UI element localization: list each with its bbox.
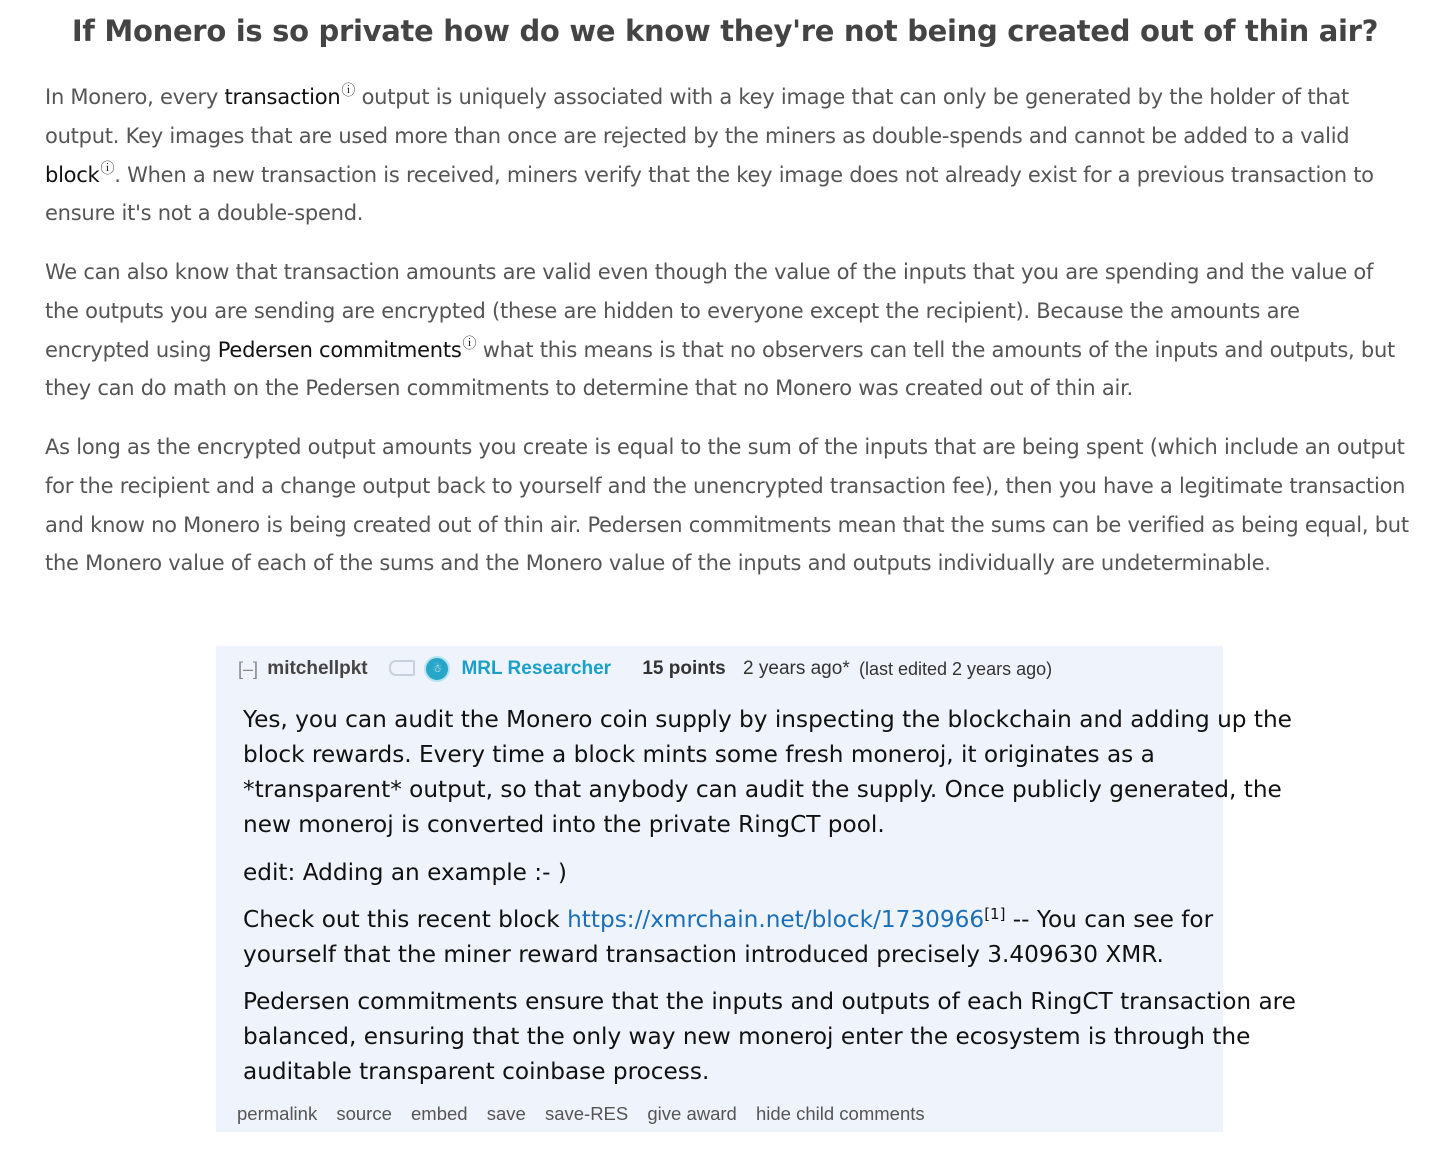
text: what this means is that no observers can tell the amounts of the inputs and outputs, but they can do math on the Pedersen commitments to determine that no Monero was created out of thin air. — [45, 337, 1396, 401]
collapse-button[interactable]: [–] — [238, 659, 259, 679]
text: . When a new transaction is received, miners verify that the key image does not already exist for a previous transaction to ensure it's not a double-spend. — [45, 162, 1374, 226]
text: output is uniquely associated with a key image that can only be generated by the holder of that output. Key images that are used more than once are rejected by the miners as double-spends and cannot be added to a valid — [45, 85, 1350, 148]
author-link[interactable]: mitchellpkt — [267, 658, 368, 679]
line: block rewards. Every time a block mints some fresh moneroj, it originates as a — [243, 741, 1155, 768]
comment-time: 2 years ago* — [743, 658, 850, 679]
line: new moneroj is converted into the private RingCT pool. — [243, 811, 885, 838]
comment-actions — [237, 1103, 939, 1125]
line: balanced, ensuring that the only way new moneroj enter the ecosystem is through the — [243, 1023, 1251, 1050]
text: -- You can see for — [1005, 906, 1214, 933]
comment-paragraph-example — [243, 902, 1233, 972]
save-res-button[interactable]: save-RES — [544, 1103, 629, 1124]
text: Check out this recent block — [243, 906, 568, 933]
comment-score: 15 points — [642, 658, 726, 679]
source-button[interactable]: source — [336, 1103, 392, 1124]
glossary-term-transaction[interactable]: transaction — [224, 85, 341, 109]
comment-paragraph-audit — [243, 702, 1292, 842]
block-link[interactable]: https://xmrchain.net/block/1730966 — [567, 906, 985, 933]
flair-avatar-icon: ☃ — [424, 656, 450, 682]
info-icon[interactable]: ⓘ — [462, 335, 477, 352]
comment-paragraph-pedersen — [243, 984, 1296, 1089]
hide-child-comments-button[interactable]: hide child comments — [755, 1103, 925, 1124]
line: yourself that the miner reward transaction introduced precisely 3.409630 XMR. — [243, 941, 1164, 968]
footnote-ref[interactable]: [1] — [984, 905, 1006, 923]
line: Pedersen commitments ensure that the inputs and outputs of each RingCT transaction are — [243, 988, 1296, 1015]
permalink-button[interactable]: permalink — [237, 1103, 318, 1124]
info-icon[interactable]: ⓘ — [100, 160, 115, 177]
line: Yes, you can audit the Monero coin supply by inspecting the blockchain and adding up the — [243, 706, 1292, 733]
edited-time: (last edited 2 years ago) — [859, 659, 1053, 679]
embed-button[interactable]: embed — [411, 1103, 468, 1124]
glossary-term-pedersen[interactable]: Pedersen commitments — [217, 337, 462, 362]
paragraph-key-images — [45, 78, 1410, 233]
glossary-term-block[interactable]: block — [45, 162, 100, 187]
comment-paragraph-edit: edit: Adding an example :- ) — [243, 859, 567, 886]
page-title: If Monero is so private how do we know they're not being created out of thin air? — [71, 14, 1379, 48]
tag-icon[interactable] — [389, 660, 415, 676]
text: We can also know that transaction amounts are valid even though the value of the inputs that you are spending and the value of the outputs you are sending are encrypted (these are hidden to everyone except the recipient). Because the amounts are encrypted using — [45, 260, 1374, 362]
paragraph-amounts — [45, 253, 1410, 408]
give-award-button[interactable]: give award — [647, 1103, 737, 1124]
paragraph-legitimate: As long as the encrypted output amounts you create is equal to the sum of the inputs that are being spent (which include an output for the recipient and a change output back to yourself and the unencrypted transaction fee), then you have a legitimate transaction and know no Monero is being created out of thin air. Pedersen commitments mean that the sums can be verified as being equal, but the Monero value of each of the sums and the Monero value of the inputs and outputs individually are undeterminable. — [45, 435, 1409, 576]
user-flair: MRL Researcher — [461, 658, 612, 679]
comment-tagline — [238, 656, 1052, 680]
line: auditable transparent coinbase process. — [243, 1058, 710, 1085]
save-button[interactable]: save — [486, 1103, 526, 1124]
info-icon[interactable]: ⓘ — [341, 83, 356, 99]
line: *transparent* output, so that anybody can audit the supply. Once publicly generated, the — [243, 776, 1282, 803]
text: In Monero, every — [45, 85, 225, 109]
